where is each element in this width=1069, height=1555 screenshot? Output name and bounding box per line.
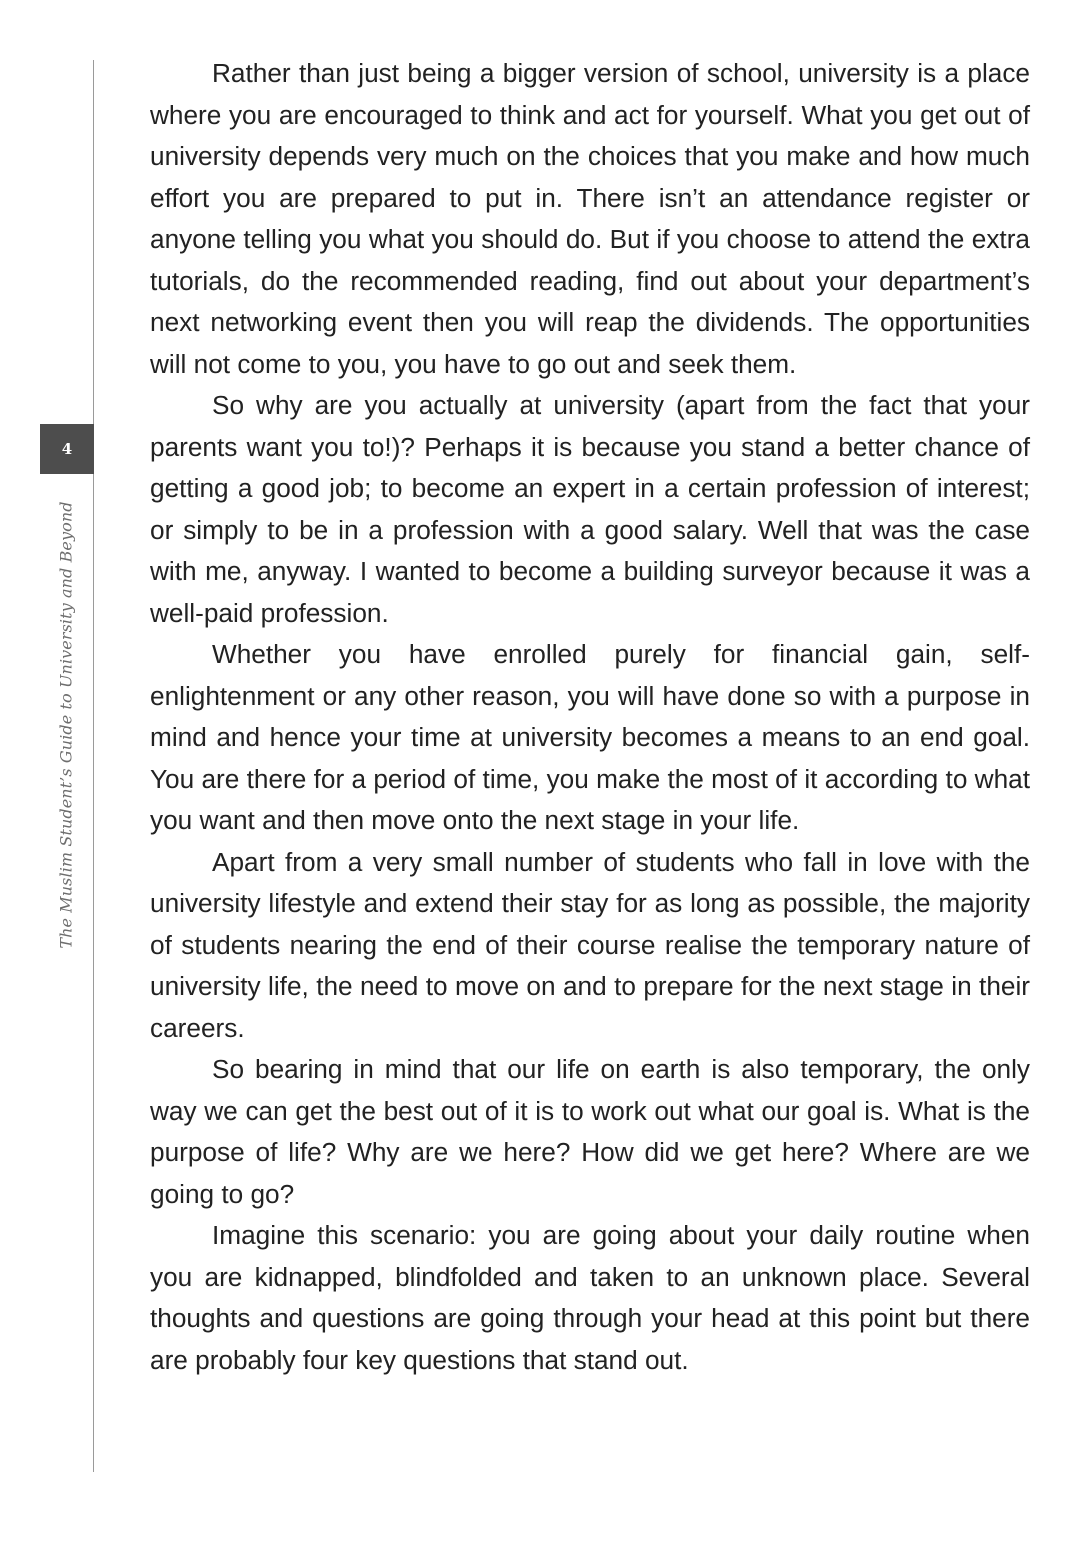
paragraph: Rather than just being a bigger version of school, university is a place where you are encouraged to think and act for yourself. What you get out of university depends very much on the choices that you make and how much effort you are prepared to put in. There isn’t an attendance register or anyone telling you what you should do. But if you choose to attend the extra tutorials, do the recommended reading, find out about your department’s next networking event then you will reap the dividends. The opportunities will not come to you, you have to go out and seek them. — [150, 58, 1030, 379]
page-number-tab — [40, 424, 94, 474]
paragraph: So why are you actually at university (apart from the fact that your parents want you to!)? Perhaps it is because you stand a better chance of getting a good job; to become an expert in a certain profession of interest; or simply to be in a profession with a good salary. Well that was the case with me, anyway. I wanted to become a building surveyor because it was a well-paid profession. — [150, 390, 1030, 628]
body-text — [150, 53, 1030, 1381]
running-title: The Muslim Student’s Guide to University and Beyond — [56, 501, 76, 949]
page-number: 4 — [61, 440, 73, 458]
margin-rule — [93, 60, 94, 1472]
paragraph: Whether you have enrolled purely for financial gain, self-enlightenment or any other reason, you will have done so with a purpose in mind and hence your time at university becomes a means to an end goal. You are there for a period of time, you make the most of it according to what you want and then move onto the next stage in your life. — [150, 639, 1030, 835]
paragraph: Apart from a very small number of students who fall in love with the university lifestyle and extend their stay for as long as possible, the majority of students nearing the end of their course realise the temporary nature of university life, the need to move on and to prepare for the next stage in their careers. — [150, 846, 1030, 1043]
paragraph: Imagine this scenario: you are going about your daily routine when you are kidnapped, blindfolded and taken to an unknown place. Several thoughts and questions are going through your head at this point but there are probably four key questions that stand out. — [150, 1220, 1030, 1375]
paragraph: So bearing in mind that our life on earth is also temporary, the only way we can get the best out of it is to work out what our goal is. What is the purpose of life? Why are we here? How did we get here? Where are we going to go? — [150, 1054, 1030, 1209]
